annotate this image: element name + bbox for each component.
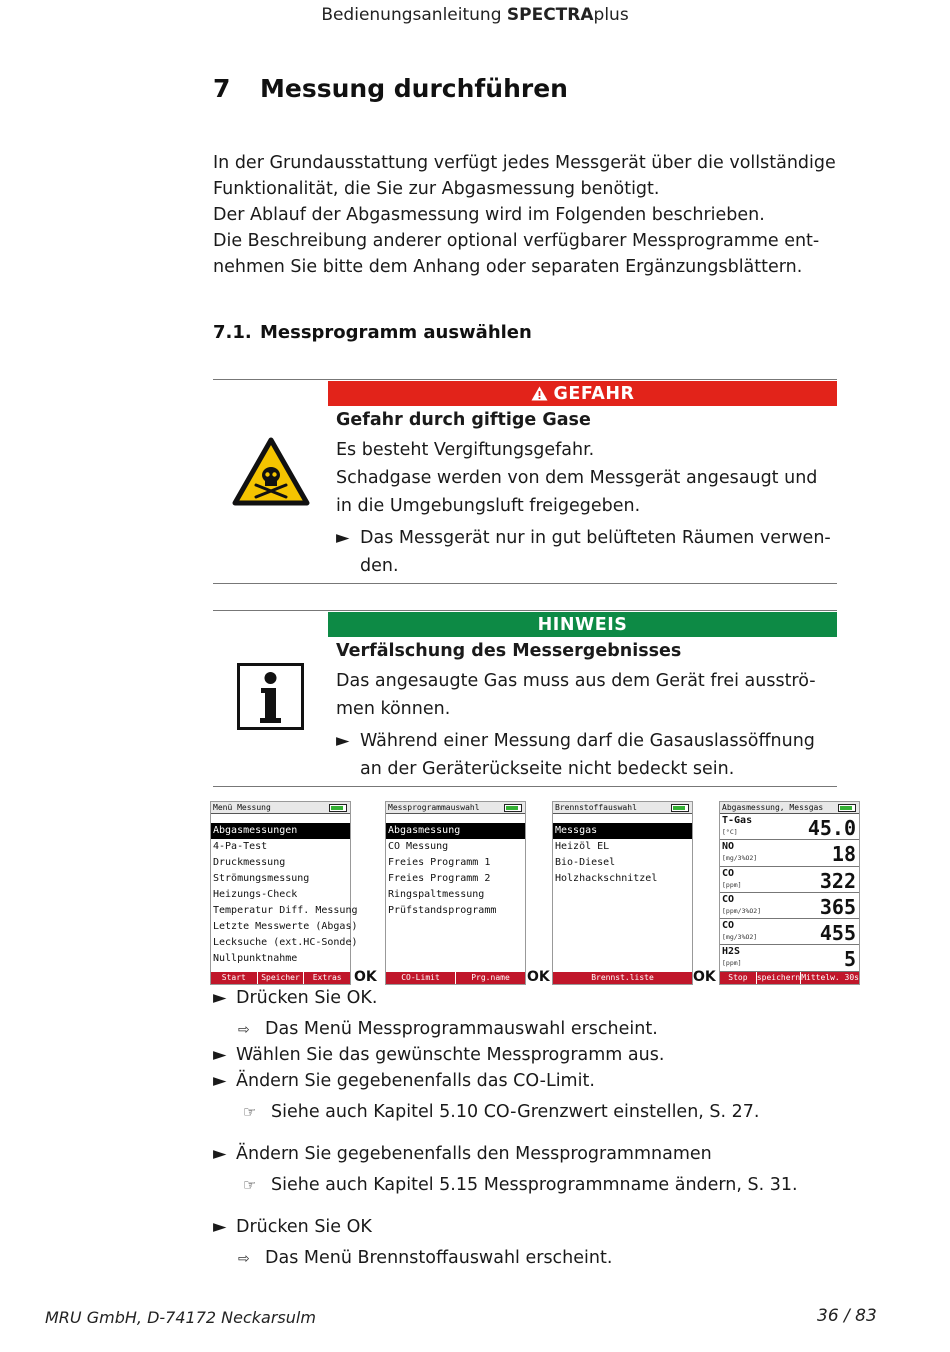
- notice-instruction: ► Während einer Messung darf die Gasauslassöffnung an der Geräterückseite nicht bedeckt sein.: [336, 727, 831, 783]
- step-item: ► Wählen Sie das gewünschte Messprogramm aus.: [213, 1045, 665, 1065]
- ok-label: OK: [527, 969, 550, 985]
- page-number: 36 / 83: [817, 1306, 877, 1326]
- ok-label: OK: [693, 969, 716, 985]
- arrow-right-icon: ►: [336, 731, 350, 751]
- notice-content: Verfälschung des Messergebnisses Das angesaugte Gas muss aus dem Gerät frei ausströ- men können. ► Während einer Messung darf die Gasauslassöffnung an der Geräterückseite nicht bedeckt sein.: [336, 637, 831, 783]
- danger-top-rule: [213, 379, 837, 380]
- measurement-row: NO [mg/3%O2] 18: [720, 840, 859, 866]
- screen-title-bar: Abgasmessung, Messgas: [720, 802, 859, 814]
- menu-item[interactable]: Heizungs-Check: [213, 889, 298, 900]
- step-result: ⇨ Das Menü Brennstoffauswahl erscheint.: [238, 1248, 613, 1268]
- softkey-mittelwert[interactable]: Mittelw. 30s: [801, 973, 859, 982]
- menu-item[interactable]: Freies Programm 2: [388, 873, 491, 884]
- notice-title: Verfälschung des Messergebnisses: [336, 641, 682, 661]
- menu-item[interactable]: Heizöl EL: [555, 841, 610, 852]
- menu-item[interactable]: 4-Pa-Test: [213, 841, 268, 852]
- step-item: ► Drücken Sie OK: [213, 1217, 372, 1237]
- chapter-heading: [213, 74, 568, 103]
- warning-triangle-icon: [531, 386, 548, 401]
- danger-bottom-rule: [213, 583, 837, 584]
- menu-item[interactable]: Holzhackschnitzel: [555, 873, 658, 884]
- softkey-extras[interactable]: Extras: [303, 972, 350, 984]
- notice-top-rule: [213, 610, 837, 611]
- screen-title-bar: Brennstoffauswahl: [553, 802, 692, 814]
- arrow-right-icon: ►: [213, 1217, 227, 1237]
- menu-item[interactable]: CO Messung: [388, 841, 449, 852]
- battery-icon: [329, 804, 347, 812]
- page-header: Bedienungsanleitung SPECTRAplus: [321, 5, 629, 25]
- battery-icon: [671, 804, 689, 812]
- softkey-co-limit[interactable]: CO-Limit: [401, 973, 440, 982]
- measurement-row: T-Gas [°C] 45.0: [720, 814, 859, 840]
- menu-item-selected[interactable]: Messgas: [553, 823, 692, 839]
- softkey-speicher[interactable]: Speicher: [257, 972, 304, 984]
- result-arrow-icon: ⇨: [238, 1022, 250, 1038]
- danger-instruction: ► Das Messgerät nur in gut belüfteten Räumen verwen- den.: [336, 524, 831, 580]
- softkey-start[interactable]: Start: [221, 973, 246, 982]
- section-heading: [213, 322, 532, 343]
- menu-item[interactable]: Lecksuche (ext.HC-Sonde): [213, 937, 358, 948]
- section-title: Messprogramm auswählen: [260, 322, 532, 343]
- chapter-title: Messung durchführen: [260, 74, 568, 103]
- toxic-skull-icon: [232, 437, 310, 511]
- menu-item[interactable]: Nullpunktnahme: [213, 953, 298, 964]
- danger-banner: GEFAHR: [328, 381, 837, 406]
- softkey-bar: [553, 972, 692, 984]
- menu-item[interactable]: Letzte Messwerte (Abgas): [213, 921, 358, 932]
- softkey-brennst-liste[interactable]: Brennst.liste: [591, 973, 654, 982]
- result-arrow-icon: ⇨: [238, 1251, 250, 1267]
- menu-item[interactable]: Prüfstandsprogramm: [388, 905, 497, 916]
- menu-item[interactable]: Druckmessung: [213, 857, 286, 868]
- arrow-right-icon: ►: [213, 1045, 227, 1065]
- ok-label: OK: [354, 969, 377, 985]
- softkey-bar: [211, 972, 350, 984]
- measurement-row: CO [ppm] 322: [720, 867, 859, 893]
- step-item: ► Drücken Sie OK.: [213, 988, 378, 1008]
- danger-content: Gefahr durch giftige Gase Es besteht Vergiftungsgefahr. Schadgase werden von dem Messgerät angesaugt und in die Umgebungsluft freigegeben. ► Das Messgerät nur in gut belüfteten Räumen verwen- den.: [336, 406, 831, 580]
- screen-title-bar: Menü Messung: [211, 802, 350, 814]
- menu-item[interactable]: Freies Programm 1: [388, 857, 491, 868]
- pointing-hand-icon: ☞: [243, 1176, 257, 1194]
- screen-brennstoffauswahl: [552, 801, 693, 985]
- step-reference: ☞ Siehe auch Kapitel 5.10 CO-Grenzwert einstellen, S. 27.: [243, 1102, 760, 1122]
- menu-item-selected[interactable]: Abgasmessung: [386, 823, 525, 839]
- screen-messprogrammauswahl: [385, 801, 526, 985]
- menu-item-selected[interactable]: Abgasmessungen: [211, 823, 350, 839]
- screen-menu-messung: [210, 801, 358, 985]
- arrow-right-icon: ►: [336, 528, 350, 548]
- softkey-bar: [720, 972, 859, 984]
- pointing-hand-icon: ☞: [243, 1103, 257, 1121]
- notice-bottom-rule: [213, 786, 837, 787]
- step-item: ► Ändern Sie gegebenenfalls den Messprogrammnamen: [213, 1144, 712, 1164]
- info-icon: [237, 663, 304, 734]
- arrow-right-icon: ►: [213, 988, 227, 1008]
- chapter-number: 7: [213, 74, 231, 103]
- battery-icon: [838, 804, 856, 812]
- arrow-right-icon: ►: [213, 1144, 227, 1164]
- screen-abgasmessung: [719, 801, 860, 985]
- menu-item[interactable]: Ringspaltmessung: [388, 889, 485, 900]
- step-result: ⇨ Das Menü Messprogrammauswahl erscheint.: [238, 1019, 658, 1039]
- measurement-row: H2S [ppm] 5: [720, 945, 859, 971]
- measurement-row: CO [ppm/3%O2] 365: [720, 893, 859, 919]
- menu-item[interactable]: Strömungsmessung: [213, 873, 310, 884]
- softkey-speichern[interactable]: speichern: [756, 973, 801, 982]
- menu-item[interactable]: Temperatur Diff. Messung: [213, 905, 358, 916]
- section-number: 7.1.: [213, 322, 252, 343]
- intro-paragraph: In der Grundausstattung verfügt jedes Messgerät über die vollständige Funktionalität, die Sie zur Abgasmessung benötigt. Der Ablauf der Abgasmessung wird im Folgenden beschrieben. Die Beschreibung anderer optional verfügbarer Messprogramme ent- nehmen Sie bitte dem Anhang oder separaten Ergänzungsblättern.: [213, 153, 836, 277]
- softkey-bar: [386, 972, 525, 984]
- softkey-prg-name[interactable]: Prg.name: [455, 972, 525, 984]
- arrow-right-icon: ►: [213, 1071, 227, 1091]
- footer-company: MRU GmbH, D-74172 Neckarsulm: [45, 1308, 316, 1327]
- screen-title-bar: Messprogrammauswahl: [386, 802, 525, 814]
- notice-banner: HINWEIS: [328, 612, 837, 637]
- softkey-stop[interactable]: Stop: [728, 973, 748, 982]
- step-item: ► Ändern Sie gegebenenfalls das CO-Limit.: [213, 1071, 595, 1091]
- battery-icon: [504, 804, 522, 812]
- step-reference: ☞ Siehe auch Kapitel 5.15 Messprogrammname ändern, S. 31.: [243, 1175, 798, 1195]
- measurement-row: CO [mg/3%O2] 455: [720, 919, 859, 945]
- menu-item[interactable]: Bio-Diesel: [555, 857, 616, 868]
- danger-title: Gefahr durch giftige Gase: [336, 410, 591, 430]
